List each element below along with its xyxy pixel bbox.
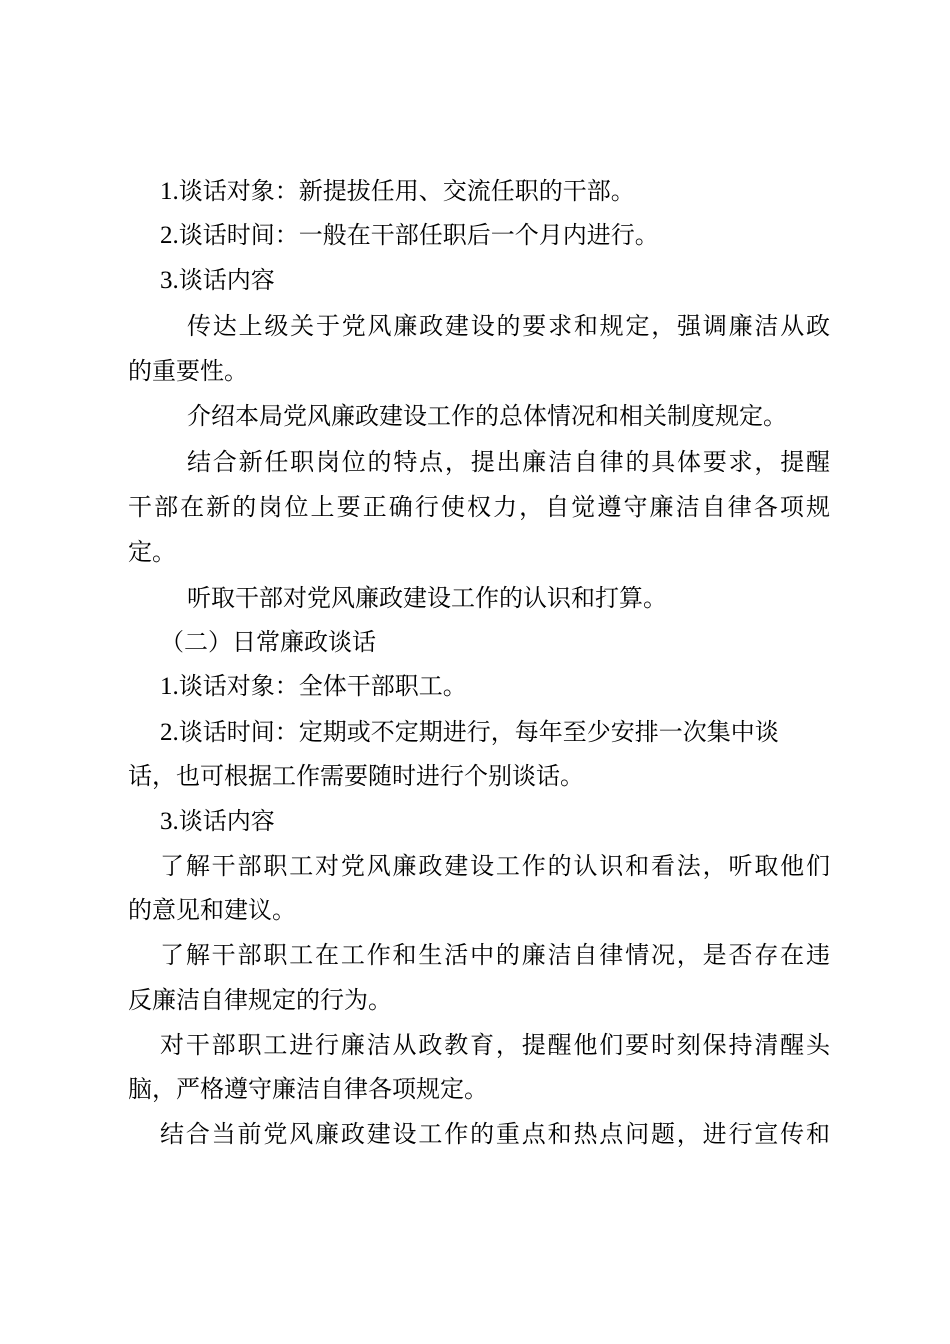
- s1-para-3-line-2: 干部在新的岗位上要正确行使权力，自觉遵守廉洁自律各项规: [128, 493, 830, 521]
- s2-item-1-number: 1.: [160, 673, 179, 700]
- s1-item-3-number: 3.: [160, 267, 179, 294]
- s2-para-1-line-2: 的意见和建议。: [128, 896, 296, 924]
- s1-para-2-line-1: 介绍本局党风廉政建设工作的总体情况和相关制度规定。: [187, 402, 787, 430]
- s2-para-4-line-1: 结合当前党风廉政建设工作的重点和热点问题，进行宣传和: [160, 1120, 830, 1148]
- s1-item-1-number: 1.: [160, 178, 179, 205]
- s2-item-2-number: 2.: [160, 719, 179, 746]
- s2-item-1-text: 谈话对象：全体干部职工。: [178, 672, 467, 700]
- s1-para-1-line-1: 传达上级关于党风廉政建设的要求和规定，强调廉洁从政: [187, 312, 830, 340]
- s2-para-3-line-1: 对干部职工进行廉洁从政教育，提醒他们要时刻保持清醒头: [160, 1031, 830, 1059]
- s1-item-2: [160, 215, 860, 255]
- s1-item-2-text: 谈话时间：一般在干部任职后一个月内进行。: [178, 221, 659, 249]
- s2-para-2-line-1: 了解干部职工在工作和生活中的廉洁自律情况，是否存在违: [160, 941, 830, 969]
- s1-item-3-text: 谈话内容: [178, 266, 275, 294]
- s2-item-3-text: 谈话内容: [178, 807, 275, 835]
- s1-para-3-line-3: 定。: [128, 538, 176, 566]
- s1-para-1-line-2: 的重要性。: [128, 357, 248, 385]
- s1-item-1-text: 谈话对象：新提拔任用、交流任职的干部。: [178, 177, 635, 205]
- s2-item-2-text-line-1: 谈话时间：定期或不定期进行，每年至少安排一次集中谈: [178, 718, 779, 746]
- s1-para-3-line-1: 结合新任职岗位的特点，提出廉洁自律的具体要求，提醒: [187, 448, 830, 476]
- s1-item-1: [160, 171, 860, 211]
- s1-para-4-line-1: 听取干部对党风廉政建设工作的认识和打算。: [187, 584, 667, 612]
- s2-heading: （二）日常廉政谈话: [160, 628, 376, 656]
- s2-para-3-line-2: 脑，严格遵守廉洁自律各项规定。: [128, 1075, 488, 1103]
- s1-item-2-number: 2.: [160, 222, 179, 249]
- s2-para-2-line-2: 反廉洁自律规定的行为。: [128, 986, 392, 1014]
- s2-item-2: [160, 712, 830, 752]
- s2-item-3-number: 3.: [160, 808, 179, 835]
- s2-item-2-line-2: 话，也可根据工作需要随时进行个别谈话。: [128, 762, 584, 790]
- s1-item-3: [160, 260, 860, 300]
- s2-item-3: [160, 801, 860, 841]
- s2-para-1-line-1: 了解干部职工对党风廉政建设工作的认识和看法，听取他们: [160, 852, 830, 880]
- s2-item-1: [160, 666, 860, 706]
